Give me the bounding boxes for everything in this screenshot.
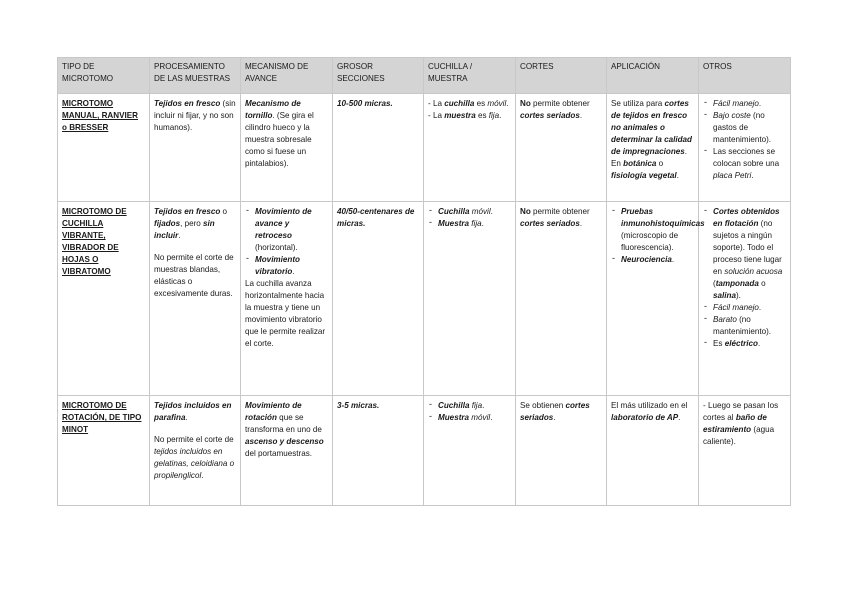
grosor-cell [333, 396, 424, 506]
cell-line [428, 110, 511, 122]
otros-cell [699, 202, 791, 396]
text-run: baño de estiramiento [703, 413, 767, 434]
text-run: Tejidos incluidos en parafina [154, 401, 232, 422]
list-item [703, 110, 786, 146]
grosor-cell [333, 94, 424, 202]
text-run: . [506, 99, 509, 108]
aplicacion-cell [607, 94, 699, 202]
tipo-label: MICROTOMO DE CUCHILLA VIBRANTE, VIBRADOR DE HOJAS O VIBRATOMO [62, 207, 127, 276]
text-run: laboratorio de AP [611, 413, 679, 422]
text-run: Movimiento de rotación [245, 401, 302, 422]
tipo-cell [58, 202, 150, 396]
cell-line [154, 206, 236, 242]
text-run: móvil [487, 99, 507, 108]
grosor-cell [333, 202, 424, 396]
list-item [703, 338, 786, 350]
text-run: Tejidos en fresco [154, 99, 221, 108]
list-item [428, 400, 511, 412]
text-run: sin incluir [154, 219, 215, 240]
text-run: del portamuestras. [245, 449, 313, 458]
cortes-cell [516, 396, 607, 506]
text-run: (agua caliente). [703, 425, 775, 446]
list-item [611, 206, 705, 254]
text-run: . [499, 111, 502, 120]
list-item [428, 206, 511, 218]
cell-line [154, 434, 236, 482]
text-run: Se utiliza para [611, 99, 665, 108]
text-run: (no sujetos a ningún soporte). Todo el proceso tiene lugar en [713, 219, 782, 276]
text-run: ascenso y descenso [245, 437, 324, 446]
tipo-cell [58, 94, 150, 202]
header-cell: CORTES [516, 58, 607, 94]
list-item [428, 412, 511, 424]
header-cell: MECANISMO DE AVANCE [241, 58, 333, 94]
list-item [245, 206, 328, 254]
text-run: . [481, 219, 484, 228]
text-run: Movimiento de avance y retroceso [255, 207, 312, 240]
text-run: salina [713, 291, 736, 300]
list-item [703, 206, 786, 302]
text-run: . [751, 171, 754, 180]
text-run: permite obtener [530, 99, 590, 108]
proc-cell [150, 94, 241, 202]
text-run: 40/50-centenares de micras. [337, 207, 415, 228]
text-run: o [220, 207, 228, 216]
text-run: . [178, 231, 181, 240]
text-run: Pruebas inmunohistoquímicas [621, 207, 705, 228]
bullet-list [428, 206, 511, 230]
proc-cell [150, 396, 241, 506]
text-run: tejidos incluidos en gelatinas, celoidiana o propilenglicol [154, 447, 235, 480]
text-run: fisiología vegetal [611, 171, 677, 180]
text-run: Barato [713, 315, 737, 324]
text-run: . [579, 219, 583, 228]
text-run: eléctrico [724, 339, 758, 348]
text-run: . [758, 99, 762, 108]
header-cell: TIPO DE MICROTOMO [58, 58, 150, 94]
table-row [58, 202, 791, 396]
text-run: . [579, 111, 583, 120]
list-item [428, 218, 511, 230]
text-run: (no mantenimiento). [713, 315, 772, 336]
aplicacion-cell [607, 396, 699, 506]
aplicacion-cell [607, 202, 705, 396]
text-run: . [292, 267, 295, 276]
text-run: permite obtener [530, 207, 590, 216]
cell-line: La cuchilla avanza horizontalmente hacia la muestra y tiene un movimiento vibratorio que le permite realizar el corte. [245, 279, 326, 348]
text-run: es [474, 99, 488, 108]
text-run: cortes seriados [520, 219, 580, 228]
text-run: - La [428, 99, 445, 108]
text-run: Muestra [438, 413, 470, 422]
mec-cell [241, 94, 333, 202]
text-run: 3-5 micras. [337, 401, 380, 410]
text-run: ( [713, 279, 716, 288]
text-run: placa Petri [713, 171, 752, 180]
text-run: fijados [154, 219, 181, 228]
text-run: (horizontal). [255, 243, 298, 252]
text-run: - Luego se pasan los cortes al [703, 401, 779, 422]
tipo-label: MICROTOMO DE ROTACIÓN, DE TIPO MINOT [62, 401, 142, 434]
text-run: . [553, 413, 556, 422]
text-run: Tejidos en fresco [154, 207, 221, 216]
text-run: Es [713, 339, 725, 348]
text-run: . [490, 413, 493, 422]
text-run: Muestra [438, 219, 470, 228]
text-run: muestra [444, 111, 476, 120]
text-run: es [475, 111, 489, 120]
text-run: . [490, 207, 493, 216]
text-run: (sin incluir ni fijar, y no son humanos). [154, 99, 236, 132]
text-run: 10-500 micras. [337, 99, 393, 108]
otros-cell [699, 396, 791, 506]
text-run: Neurociencia [621, 255, 672, 264]
table-row [58, 94, 791, 202]
text-run: fija [469, 401, 483, 410]
bullet-list [245, 206, 328, 278]
text-run: botánica [623, 159, 657, 168]
cuchilla-cell [424, 202, 516, 396]
cortes-cell [516, 94, 607, 202]
text-run: Cortes obtenidos en flotación [713, 207, 780, 228]
header-cell: CUCHILLA / MUESTRA [424, 58, 516, 94]
header-row [58, 58, 791, 94]
list-item [703, 314, 786, 338]
text-run: tamponada [715, 279, 759, 288]
cell-line [428, 98, 511, 110]
text-run: No permite el corte de [154, 435, 234, 444]
text-run: . [758, 339, 761, 348]
mec-cell [241, 396, 333, 506]
text-run: ). [735, 291, 741, 300]
text-run: . [185, 413, 188, 422]
bullet-list [703, 98, 786, 182]
text-run: fija [488, 111, 500, 120]
text-run: . [758, 303, 762, 312]
text-run: cortes seriados [520, 401, 590, 422]
header-cell: APLICACIÓN [607, 58, 699, 94]
otros-cell [699, 94, 791, 202]
text-run: móvil [469, 413, 491, 422]
text-run: o [656, 159, 664, 168]
text-run: fija [469, 219, 482, 228]
text-run: Cuchilla [438, 401, 470, 410]
table-row [58, 396, 791, 506]
cuchilla-cell [424, 396, 516, 506]
list-item [703, 302, 786, 314]
list-item [245, 254, 328, 278]
text-run: Mecanismo de tornillo [245, 99, 301, 120]
text-run: cortes seriados [520, 111, 580, 120]
text-run: El más utilizado en el [611, 401, 688, 410]
text-run: . [201, 471, 204, 480]
text-run: Cuchilla [438, 207, 470, 216]
text-run: Fácil manejo [713, 303, 759, 312]
text-run: . (Se gira el cilindro hueco y la muestra sobresale como si fuese un pintalabios). [245, 111, 314, 168]
bullet-list [428, 400, 511, 424]
text-run: . [676, 171, 679, 180]
tipo-label: MICROTOMO MANUAL, RANVIER o BRESSER [62, 99, 138, 132]
text-run: - La [428, 111, 445, 120]
list-item [703, 146, 786, 182]
text-run: o [758, 279, 766, 288]
text-run: No [520, 207, 531, 216]
text-run: cuchilla [444, 99, 475, 108]
text-run: . En [611, 147, 688, 168]
text-run: . [482, 401, 485, 410]
text-run: Movimiento vibratorio [255, 255, 300, 276]
cuchilla-cell [424, 94, 516, 202]
header-cell: GROSOR SECCIONES [333, 58, 424, 94]
bullet-list [703, 206, 786, 350]
text-run: Bajo coste [713, 111, 751, 120]
text-run: Se obtienen [520, 401, 566, 410]
text-run: . [678, 413, 681, 422]
text-run: móvil [469, 207, 491, 216]
text-run: que se transforma en uno de [245, 413, 322, 434]
text-run: (no gastos de mantenimiento). [713, 111, 772, 144]
cell-line [154, 400, 236, 424]
text-run: solución acuosa [724, 267, 783, 276]
header-cell: OTROS [699, 58, 791, 94]
cell-line: No permite el corte de muestras blandas, elásticas o excesivamente duras. [154, 253, 234, 298]
text-run: (microscopio de fluorescencia). [621, 231, 679, 252]
bullet-list [611, 206, 705, 266]
list-item [703, 98, 786, 110]
proc-cell [150, 202, 241, 396]
list-item [611, 254, 694, 266]
text-run: Fácil manejo [713, 99, 759, 108]
header-cell: PROCESAMIENTO DE LAS MUESTRAS [150, 58, 241, 94]
text-run: , pero [180, 219, 204, 228]
text-run: Las secciones se colocan sobre una [713, 147, 780, 168]
text-run: No [520, 99, 531, 108]
microtome-table [57, 57, 791, 506]
tipo-cell [58, 396, 150, 506]
text-run: . [671, 255, 675, 264]
mec-cell [241, 202, 333, 396]
cortes-cell [516, 202, 607, 396]
text-run: cortes de tejidos en fresco no animales o determinar la calidad de impregnaciones [611, 99, 692, 156]
